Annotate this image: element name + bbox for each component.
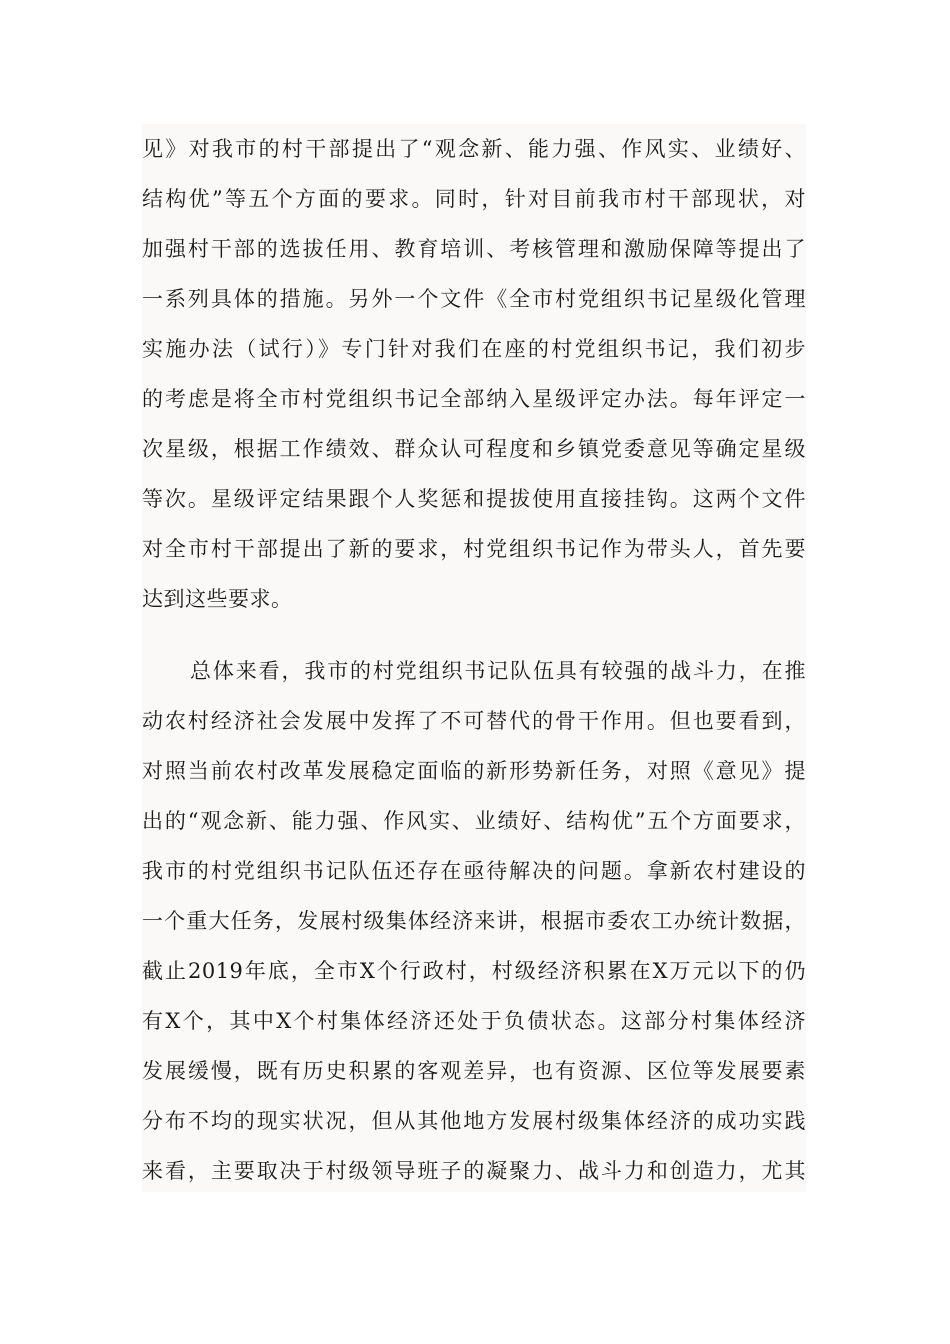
text-line: 达到这些要求。 — [142, 587, 293, 611]
text-line: 次星级，根据工作绩效、群众认可程度和乡镇党委意见等确定星级 — [142, 437, 806, 461]
text-line: 的考虑是将全市村党组织书记全部纳入星级评定办法。每年评定一 — [142, 387, 806, 411]
text-line: 对照当前农村改革发展稳定面临的新形势新任务，对照《意见》提 — [142, 759, 806, 783]
text-line: 一系列具体的措施。另外一个文件《全市村党组织书记星级化管理 — [142, 287, 806, 311]
text-line: 来看，主要取决于村级领导班子的凝聚力、战斗力和创造力，尤其 — [142, 1159, 806, 1183]
text-line: 加强村干部的选拔任用、教育培训、考核管理和激励保障等提出了 — [142, 237, 806, 261]
text-line: 对全市村干部提出了新的要求，村党组织书记作为带头人，首先要 — [142, 537, 806, 561]
text-line: 出的“观念新、能力强、作风实、业绩好、结构优”五个方面要求， — [142, 809, 806, 833]
text-line: 动农村经济社会发展中发挥了不可替代的骨干作用。但也要看到， — [142, 709, 806, 733]
text-line: 分布不均的现实状况，但从其他地方发展村级集体经济的成功实践 — [142, 1109, 806, 1133]
text-line: 一个重大任务，发展村级集体经济来讲，根据市委农工办统计数据， — [142, 909, 806, 933]
text-line: 发展缓慢，既有历史积累的客观差异，也有资源、区位等发展要素 — [142, 1059, 806, 1083]
paragraph-first-line: 总体来看，我市的村党组织书记队伍具有较强的战斗力，在推 — [190, 659, 806, 683]
text-line: 我市的村党组织书记队伍还存在亟待解决的问题。拿新农村建设的 — [142, 859, 806, 883]
text-line: 实施办法（试行）》专门针对我们在座的村党组织书记，我们初步 — [142, 337, 806, 361]
document-body — [142, 124, 806, 1192]
text-line: 有X个，其中X个村集体经济还处于负债状态。这部分村集体经济 — [142, 1009, 806, 1033]
text-line: 见》对我市的村干部提出了“观念新、能力强、作风实、业绩好、 — [142, 137, 806, 161]
text-line: 结构优”等五个方面的要求。同时，针对目前我市村干部现状，对 — [142, 187, 806, 211]
text-line: 等次。星级评定结果跟个人奖惩和提拔使用直接挂钩。这两个文件 — [142, 487, 806, 511]
text-line: 截止2019年底，全市X个行政村，村级经济积累在X万元以下的仍 — [142, 959, 806, 983]
